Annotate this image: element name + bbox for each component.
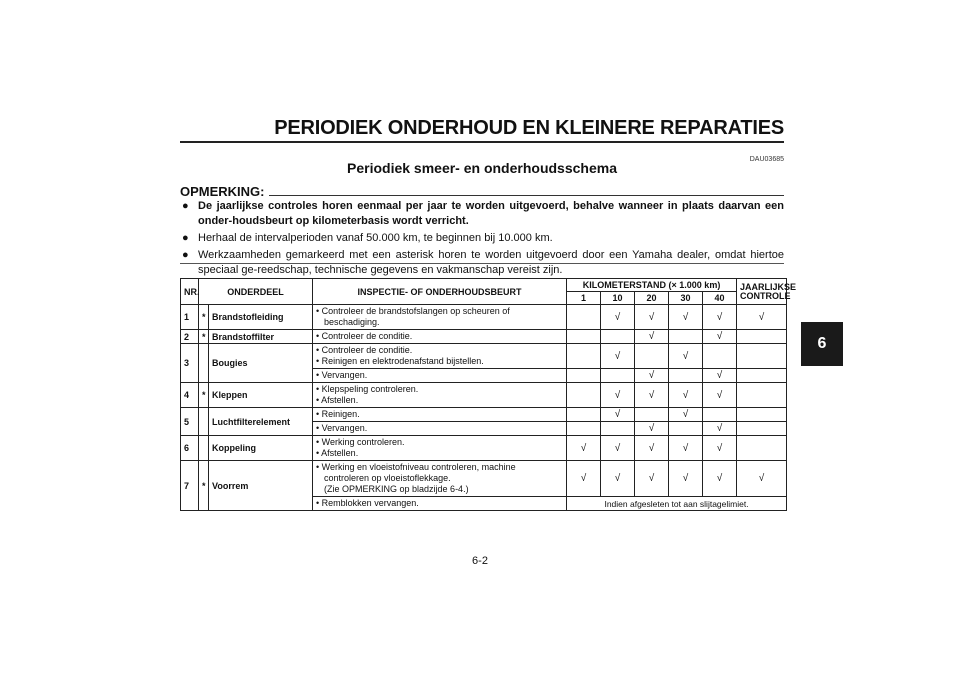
check-mark: √ (635, 369, 669, 383)
table-row (181, 305, 787, 330)
table-row (181, 344, 787, 369)
check-cell (703, 344, 737, 369)
check-cell (567, 330, 601, 344)
table-row (181, 436, 787, 461)
note-label: OPMERKING: (180, 184, 269, 199)
row-nr: 2 (181, 330, 199, 344)
inspection-line: (Zie OPMERKING op bladzijde 6-4.) (324, 484, 469, 494)
check-mark: √ (737, 305, 787, 330)
inspection-line: • Werking controleren. (316, 437, 405, 447)
table-row (181, 461, 787, 497)
note-text: Herhaal de intervalperioden vanaf 50.000 km, te beginnen bij 10.000 km. (198, 232, 553, 244)
header-part: ONDERDEEL (199, 279, 313, 305)
check-mark: √ (635, 422, 669, 436)
check-cell (567, 305, 601, 330)
row-star (199, 436, 209, 461)
row-nr: 1 (181, 305, 199, 330)
bullet-icon: ● (182, 200, 189, 212)
inspection-line: • Werking en vloeistofniveau controleren, machine (316, 462, 516, 472)
header-km-col: 10 (601, 292, 635, 305)
check-mark: √ (601, 383, 635, 408)
inspection-line: • Controleer de brandstofslangen op scheuren of (316, 306, 510, 316)
inspection-line: • Vervangen. (316, 423, 368, 433)
header-inspection: INSPECTIE- OF ONDERHOUDSBEURT (313, 279, 567, 305)
check-mark: √ (669, 436, 703, 461)
header-km-col: 1 (567, 292, 601, 305)
check-mark: √ (669, 383, 703, 408)
note-item (182, 231, 784, 246)
check-cell (669, 369, 703, 383)
row-star (199, 344, 209, 383)
inspection-line: • Afstellen. (316, 395, 359, 405)
check-mark: √ (635, 436, 669, 461)
row-star: * (199, 330, 209, 344)
table-row (181, 330, 787, 344)
check-cell (567, 408, 601, 422)
check-cell (737, 422, 787, 436)
check-mark: √ (669, 344, 703, 369)
doc-code: DAU03685 (749, 156, 784, 163)
check-cell (737, 383, 787, 408)
check-cell (567, 383, 601, 408)
row-part: Kleppen (209, 383, 313, 408)
row-part: Brandstofleiding (209, 305, 313, 330)
check-mark: √ (635, 330, 669, 344)
check-cell (669, 330, 703, 344)
bullet-icon: ● (182, 249, 189, 261)
row-nr: 7 (181, 461, 199, 511)
row-nr: 5 (181, 408, 199, 436)
check-mark: √ (703, 369, 737, 383)
inspection-line: • Reinigen. (316, 409, 360, 419)
inspection-line: • Controleer de conditie. (316, 331, 413, 341)
row-inspection (313, 330, 567, 344)
check-cell (635, 344, 669, 369)
wear-limit-note: Indien afgesleten tot aan slijtagelimiet. (567, 497, 787, 511)
row-star: * (199, 383, 209, 408)
header-rule (180, 141, 784, 143)
row-nr: 3 (181, 344, 199, 383)
inspection-line: • Klepspeling controleren. (316, 384, 419, 394)
check-cell (669, 422, 703, 436)
check-cell (737, 344, 787, 369)
inspection-line: • Afstellen. (316, 448, 359, 458)
check-cell (567, 344, 601, 369)
row-inspection (313, 369, 567, 383)
check-cell (737, 330, 787, 344)
section-title: Periodiek smeer- en onderhoudsschema (347, 160, 617, 176)
check-mark: √ (703, 330, 737, 344)
row-inspection (313, 461, 567, 497)
row-part: Koppeling (209, 436, 313, 461)
note-text: De jaarlijkse controles horen eenmaal per jaar te worden uitgevoerd, behalve wanneer in plaats daarvan een onder-houdsbeurt op kilometerbasis wordt verricht. (198, 200, 784, 227)
check-mark: √ (601, 436, 635, 461)
inspection-line: • Reinigen en elektrodenafstand bijstellen. (316, 356, 484, 366)
check-mark: √ (601, 408, 635, 422)
row-part: Brandstoffilter (209, 330, 313, 344)
check-cell (567, 369, 601, 383)
inspection-line: • Remblokken vervangen. (316, 498, 419, 508)
check-cell (737, 408, 787, 422)
row-inspection (313, 497, 567, 511)
check-mark: √ (567, 436, 601, 461)
check-mark: √ (601, 344, 635, 369)
inspection-line: • Vervangen. (316, 370, 368, 380)
row-part: Luchtfilterelement (209, 408, 313, 436)
row-nr: 6 (181, 436, 199, 461)
row-nr: 4 (181, 383, 199, 408)
check-cell (567, 422, 601, 436)
note-list (182, 199, 784, 280)
header-km-col: 20 (635, 292, 669, 305)
row-inspection (313, 344, 567, 369)
inspection-line: controleren op vloeistoflekkage. (324, 473, 451, 483)
row-star (199, 408, 209, 436)
header-km-col: 40 (703, 292, 737, 305)
check-mark: √ (669, 408, 703, 422)
row-inspection (313, 422, 567, 436)
check-mark: √ (703, 461, 737, 497)
table-row (181, 383, 787, 408)
check-mark: √ (669, 305, 703, 330)
row-inspection (313, 408, 567, 422)
row-star: * (199, 461, 209, 511)
check-mark: √ (601, 461, 635, 497)
check-mark: √ (635, 305, 669, 330)
maintenance-schedule-table (180, 278, 797, 511)
check-cell (601, 369, 635, 383)
table-row (181, 408, 787, 422)
page-number: 6-2 (472, 555, 488, 567)
header-km-col: 30 (669, 292, 703, 305)
chapter-title: PERIODIEK ONDERHOUD EN KLEINERE REPARATIES (274, 117, 784, 139)
row-star: * (199, 305, 209, 330)
row-inspection (313, 383, 567, 408)
note-text: Werkzaamheden gemarkeerd met een asterisk horen te worden uitgevoerd door een Yamaha dealer, omdat hiertoe speciaal ge-reedschap, technische gegevens en vakmanschap vereist zijn. (198, 249, 784, 276)
header-nr: NR. (181, 279, 199, 305)
check-cell (703, 408, 737, 422)
inspection-line: beschadiging. (324, 317, 380, 327)
check-cell (737, 369, 787, 383)
row-inspection (313, 305, 567, 330)
check-cell (737, 436, 787, 461)
row-part: Voorrem (209, 461, 313, 511)
check-mark: √ (567, 461, 601, 497)
check-cell (601, 330, 635, 344)
note-rule (258, 195, 784, 196)
check-mark: √ (635, 383, 669, 408)
check-mark: √ (703, 422, 737, 436)
check-mark: √ (703, 436, 737, 461)
check-mark: √ (669, 461, 703, 497)
table-header-row (181, 279, 787, 292)
check-mark: √ (703, 305, 737, 330)
row-part: Bougies (209, 344, 313, 383)
note-item (182, 199, 784, 229)
chapter-tab[interactable]: 6 (801, 322, 843, 366)
check-mark: √ (635, 461, 669, 497)
header-annual: JAARLIJKSE CONTROLE (737, 279, 787, 305)
row-inspection (313, 436, 567, 461)
check-mark: √ (601, 305, 635, 330)
bullet-icon: ● (182, 232, 189, 244)
check-cell (635, 408, 669, 422)
notes-end-rule (180, 263, 784, 264)
header-km: KILOMETERSTAND (× 1.000 km) (567, 279, 737, 292)
check-mark: √ (703, 383, 737, 408)
inspection-line: • Controleer de conditie. (316, 345, 413, 355)
check-cell (601, 422, 635, 436)
check-mark: √ (737, 461, 787, 497)
